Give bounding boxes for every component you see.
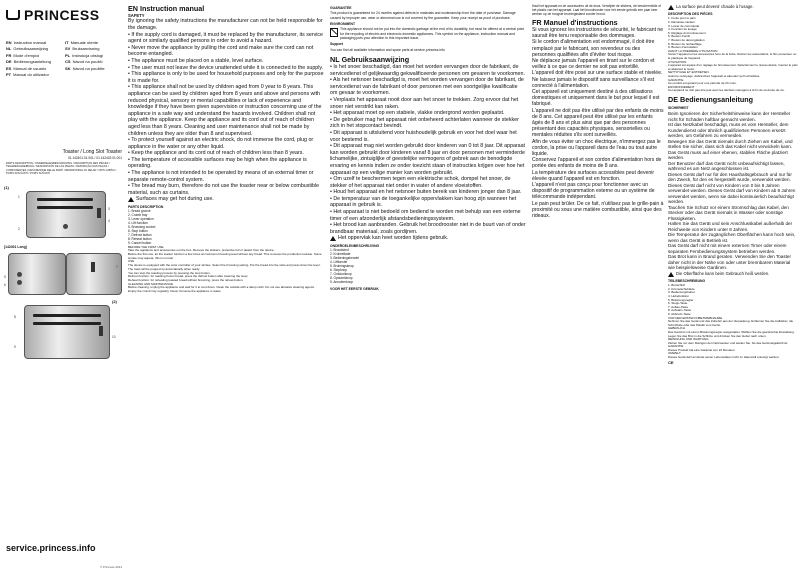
callout: 5 — [4, 275, 6, 279]
bullet-item: 6. Stop button — [128, 228, 148, 233]
guarantee-heading: GUARANTEE — [330, 6, 352, 10]
crown-icon — [6, 10, 20, 20]
callout: 7 — [116, 265, 118, 269]
language-code: FR — [532, 18, 542, 27]
bullet-item: Le pain peut brûler. De ce fait, n'utilisez pas le grille-pain à proximité ou sous une matière combustible, ainsi que des rideaux. — [532, 200, 664, 220]
bullet-item: • Het apparaat moet op een stabiele, vlakke ondergrond worden geplaatst. — [330, 110, 505, 117]
nl-hot-surface-warning — [330, 235, 526, 242]
bullet-item: NETTOYAGE ET ENTRETIEN — [668, 70, 709, 75]
language-code: SV — [65, 46, 71, 52]
bullet-item: Defrost function: for toasting frozen bread, press the defrost button after lowering the lever. — [128, 274, 249, 279]
warning-text: Het oppervlak kan heet worden tijdens gebruik. — [338, 235, 449, 242]
bullet-item: Avant le nettoyage, débranchez l'appareil et attendez qu'il refroidisse. — [668, 73, 761, 78]
toaster-illustration — [26, 191, 106, 238]
bullet-item: • De temperatuur van de toegankelijke oppervlakken kan hoog zijn wanneer het apparaat in gebruik is. — [330, 195, 517, 209]
language-code: NL — [330, 55, 340, 64]
bullet-item: Before the first use, let the toaster function a few times at maximum browning level without any bread. This removes the production residue. Some smoke may appear, this is normal. — [128, 252, 322, 260]
language-code: SK — [65, 65, 71, 71]
bullet-item: UMWELT — [668, 351, 681, 356]
language-code: EN — [128, 4, 138, 13]
de-parts-list — [668, 284, 798, 316]
bullet-item: 4. Liftfunctie — [330, 260, 348, 265]
bullet-item: Das Gerät muss auf einer ebenen, stabilen Fläche platziert werden. — [668, 149, 788, 161]
de-hot-surface-warning — [668, 271, 798, 277]
bullet-item: 7. Ontdooiknop — [330, 271, 352, 276]
language-code: IT — [65, 40, 69, 45]
hot-surface-warning — [128, 196, 324, 203]
bullet-item: Ce produit est garanti pour une période de 24 mois. — [668, 81, 737, 86]
bullet-item: 1. Fente pour le pain — [668, 16, 696, 21]
bullet-item: • Dit apparaat is uitsluitend voor huishoudelijk gebruik en voor het doel waar het voor bestemd is. — [330, 129, 517, 143]
bullet-item: 9. Abbruch-Taste — [668, 311, 691, 316]
bullet-item: Dieses Gerät darf nur für den Haushaltsgebrauch und nur für den Zweck, für den es hergestellt wurde, verwendet werden. — [668, 171, 792, 183]
callout: 2 — [18, 227, 20, 231]
bullet-item: Si vous ignorez les instructions de sécurité, le fabricant ne saurait être tenu responsable des dommages. — [532, 27, 664, 40]
brand-name: PRINCESS — [24, 7, 100, 24]
bullet-item: 2. Krümelschublade — [668, 286, 695, 291]
product-title — [4, 150, 122, 161]
language-list — [6, 40, 124, 78]
bullet-item: • Is het snoer beschadigd, dan moet het worden vervangen door de fabrikant, de servicedienst of gelijkwaardig gekwalificeerde personen om gevaren te voorkomen. — [330, 64, 525, 77]
callout: 9 — [14, 345, 16, 349]
language-code: PT — [6, 72, 12, 78]
section-title-de — [668, 95, 798, 104]
lever — [97, 208, 101, 218]
product-figures — [4, 185, 124, 430]
bullet-item: • De gebruiker mag het apparaat niet onbeheerd achterlaten wanneer de stekker zich in het stopcontact bevindt. — [330, 116, 519, 130]
language-name: Mode d'emploi — [13, 52, 40, 58]
language-name: Návod na použití — [72, 59, 103, 65]
figure-2-label: [142401 Long] — [4, 245, 27, 249]
en-instructions — [128, 246, 324, 294]
language-name: Bedienungsanleitung — [13, 59, 51, 65]
fr-safety-bullets — [532, 27, 664, 219]
bullet-item: GEBRAUCH — [668, 326, 686, 331]
bullet-item: Die Temperatur der zugänglichen Oberflächen kann hoch sein, wenn das Gerät in Betrieb ist. — [668, 232, 796, 243]
language-item — [6, 72, 65, 78]
lever — [99, 326, 103, 336]
bullet-item: Ne laissez jamais le dispositif sans surveillance s'il est connecté à l'alimentation. — [532, 76, 655, 89]
bullet-item: Beim Ignorieren der Sicherheitshinweise kann der Hersteller nicht für Schäden haftbar gemacht werden. — [668, 111, 791, 122]
bullet-item: 5. Bräunungsregler — [668, 297, 694, 302]
bullet-item: • Verplaats het apparaat nooit door aan het snoer te trekken. Zorg ervoor dat het snoer niet verstrikt kan raken. — [330, 96, 519, 110]
toaster-detail-illustration — [66, 253, 122, 295]
lever — [91, 262, 95, 272]
bullet-item: • Om uzelf te beschermen tegen een elektrische schok, dompel het snoer, de stekker of het apparaat niet onder in water of andere vloeistoffen. — [330, 176, 511, 189]
bullet-item: Dieses Produkt hat eine Garantie von 24 Monaten. — [668, 347, 736, 352]
language-name: Bruksanvisning — [72, 46, 100, 52]
bullet-item: L'appareil n'est pas conçu pour fonctionner avec un dispositif de programmation externe ou un système de télécommande indépendant. — [532, 182, 655, 201]
safety-heading: SAFETY — [128, 13, 145, 18]
language-name: Manual do utilizador — [13, 72, 49, 78]
support-heading: Support — [330, 42, 343, 47]
bullet-item: L'appareil doit être posé sur une surface stable et nivelée. — [532, 70, 663, 77]
bullet-item: VOR DER ERSTEN INBETRIEBNAHME — [668, 315, 723, 320]
bread-slot — [37, 206, 93, 209]
figure-1-label: (1) — [4, 185, 9, 190]
bullet-item: 4. Fonction de levage — [668, 27, 697, 32]
cover-column — [0, 0, 126, 575]
bullet-item: • Never move the appliance by pulling the cord and make sure the cord can not become entangled. — [128, 44, 314, 58]
section-title-fr — [532, 18, 664, 27]
button — [17, 280, 22, 285]
language-item — [65, 72, 124, 78]
bullet-item: 6. Stopknop — [330, 267, 348, 272]
bullet-item: 3. Lever operation — [128, 217, 154, 222]
section-title-en — [128, 4, 324, 13]
bullet-item: Cet appareil est uniquement destiné à des utilisations domestiques et uniquement dans le but pour lequel il est fabriqué. — [532, 89, 660, 108]
bullet-item: Reheat function: for reheating toasted bread without browning, press the reheat button. — [128, 277, 244, 282]
warning-text: Die Oberfläche kann beim Gebrauch heiß werden. — [676, 270, 770, 276]
fr-instructions — [668, 50, 798, 93]
recycle-bin-icon — [330, 28, 338, 37]
safety-intro: By ignoring the safety instructions the manufacturer can not be held responsible for the damage. — [128, 18, 323, 31]
product-name: Toaster / Long Slot Toaster — [62, 149, 122, 155]
language-name: Instruction manual — [13, 40, 47, 45]
bullet-item: USE — [128, 259, 135, 264]
de-safety-heading: SICHERHEIT — [668, 105, 689, 110]
section-title-text: Gebruiksaanwijzing — [341, 55, 410, 64]
bullet-item: BEFORE THE FIRST USE — [128, 244, 164, 249]
bullet-item: 8. Opwarmknop — [330, 275, 353, 280]
section-title-nl — [330, 55, 526, 64]
copyright: © Princess 2014 — [99, 565, 122, 569]
bullet-item: 3. Levier de commande — [668, 23, 700, 28]
bullet-item: Cet appareil ne doit pas être jeté avec les déchets ménagers à la fin de sa durée de vie. — [668, 88, 785, 93]
bullet-item: 3. Bedienungshebel — [668, 290, 695, 295]
bullet-item: • To protect yourself against an electric shock, do not immerse the cord, plug or appliance in the water or any other liquid. — [128, 137, 314, 150]
bullet-item: 2. Crumb tray — [128, 213, 148, 218]
bullet-item: Ist das Netzkabel beschädigt, muss es vom Hersteller, dem Kundendienst oder ähnlich qualifizierten Personen ersetzt werden, um Gefahren zu vermeiden. — [668, 122, 789, 139]
bullet-item: Si le cordon d'alimentation est endommagé, il doit être remplacé par le fabricant, son revendeur ou des personnes qualifiées afin d'éviter tout risque. — [532, 39, 655, 58]
bullet-item: • The appliance must be placed on a stable, level surface. — [128, 57, 264, 64]
callout: 6 — [4, 283, 6, 287]
parts-description-multilang: PARTS DESCRIPTION / ONDERDELENBESCHRIJVING / DESCRIPTION DES PIÈCES / TEILEBESCHREIBUNG / DESCRIPCIÓN DE LAS PIEZAS / DESCRIÇÃO DAS PEÇAS / COMPONENTES / DESCRIZIONE DELLE PARTI / BESKRIVNING AV DELAR / OPIS CZĘŚCI / POPIS SOUČÁSTÍ / POPIS SÚČASTÍ — [6, 162, 117, 176]
bullet-item: 9. Annuleerknop — [330, 279, 354, 284]
browning-knob — [63, 224, 68, 229]
bullet-item: • This appliance shall not be used by children aged from 0 year to 8 years. This appliance can be used by children aged from 8 years and above and persons with reduced physical, sensory or mental capabilities or lack of experience and knowledge if they have been given supervision or instruction concerning use of the appliance in a safe way and understand the hazards involved. Children shall not play with the appliance. Keep the appliance and its cord out of reach of children aged less than 8 years. Cleaning and user maintenance shall not be made by children unless they are older than 8 and supervised. — [128, 84, 322, 137]
bullet-item: Before cleaning, unplug the appliance and wait for it to cool down. Clean the outside with a damp cloth. Do not use abrasive cleaning agents. Empty the crumb tray regularly. Never immerse the appliance in water. — [128, 285, 315, 294]
bullet-item: CLEANING AND MAINTENANCE — [128, 281, 174, 286]
ce-mark: CE — [668, 359, 674, 365]
guarantee-text: This product is guaranteed for 24 months against defects in materials and workmanship from the date of purchase. Damage caused by improper use, wear or abnormal use is not covered by the guarantee. Keep your receipt as proof of purchase. — [330, 11, 516, 20]
support-text: You can find all available information and spare parts at service.princess.info — [330, 47, 445, 52]
french-german-column — [532, 0, 802, 575]
bullet-item: The device is equipped with the color controller of your wishes. Select the browning setting. Put the bread into the slots and press down the lever. The toast will be popped up automatically when ready. — [128, 263, 321, 271]
safety-bullets — [128, 32, 324, 197]
de-parts-heading: TEILEBESCHREIBUNG — [668, 278, 706, 283]
bullet-item: Das Brot kann in Brand geraten. Verwenden Sie den Toaster daher nicht in der Nähe von oder unter brennbarem Material wie beispielsweise Gardinen. — [668, 254, 792, 271]
bullet-item: Dieses Gerät darf am Ende seiner Lebensdauer nicht im Hausmüll entsorgt werden. — [668, 355, 780, 360]
language-name: Manual de usuario — [13, 65, 47, 71]
fr-subcolumn — [532, 4, 664, 219]
nl-continued-text: Haal het apparaat en de accessoires uit de doos. Verwijder de stickers, de beschermfolie of het plastic van het apparaat. Laat het broodrooster voor het eerste gebruik een paar keer werken op de hoogste bruiningsstand zonder brood. — [532, 4, 661, 16]
bullet-item: 2. Ramasse-miettes — [668, 20, 695, 24]
nl-first-use-heading: VOOR HET EERSTE GEBRUIK — [330, 286, 379, 291]
bullet-item: Ne déplacez jamais l'appareil en tirant sur le cordon et veillez à ce que ce dernier ne soit pas entortillé. — [532, 58, 655, 71]
bullet-item: 8. Bouton de réchauffage — [668, 41, 702, 46]
bullet-item: • This appliance is only to be used for household purposes and only for the purpose it is made for. — [128, 71, 324, 84]
bullet-item: 7. Auftau-Taste — [668, 304, 689, 309]
callout: 1 — [18, 195, 20, 199]
bread-slot — [33, 314, 101, 317]
warning-icon — [330, 236, 336, 241]
warning-icon — [668, 5, 674, 10]
section-title-text: Instruction manual — [140, 4, 205, 13]
bullet-item: 1. Broodsleuf — [330, 248, 349, 253]
language-row — [6, 72, 124, 78]
bullet-item: Dieses Gerät darf nicht von Kindern von 0 bis 8 Jahren verwendet werden. Dieses Gerät darf von Kindern ab 8 Jahren verwendet werden, wenn sie dabei kontinuierlich beaufsichtigt werden. — [668, 182, 796, 205]
language-code: CS — [65, 59, 71, 65]
parts-heading: PARTS DESCRIPTION — [128, 205, 164, 210]
bullet-item: • Houd het apparaat en het netsnoer buiten bereik van kinderen jonger dan 8 jaar. — [330, 189, 522, 196]
bullet-item: UTILISATION — [668, 59, 687, 64]
fr-parts-heading: DESCRIPTION DES PIÈCES — [668, 12, 713, 16]
environment-note — [330, 27, 526, 40]
bullet-item: • Als het netsnoer beschadigd is, moet het worden vervangen door de fabrikant, de servicedienst van de fabrikant of door personen met een soortgelijke kwalificatie om gevaar te voorkomen. — [330, 77, 524, 97]
warning-icon — [668, 272, 674, 277]
bullet-item: 1. Brotschlitz — [668, 283, 686, 288]
bullet-item: 9. Bouton d'annulation — [668, 45, 698, 50]
bullet-item: • Dit apparaat mag niet worden gebruikt door kinderen van 0 tot 8 jaar. Dit apparaat kan worden gebruikt door kinderen vanaf 8 jaar en door personen met verminderde lichamelijke, zintuiglijke of geestelijke vermogens of gebrek aan de benodigde ervaring en kennis indien ze onder toezicht staan of instructies krijgen over hoe het apparaat op een veilige manier kan worden gebruikt. — [330, 143, 526, 176]
callout: 8 — [14, 315, 16, 319]
bullet-item: Tauchen Sie Schutz vor einem Stromschlag das Kabel, den Stecker oder das Gerät niemals in Wasser oder sonstige Flüssigkeiten. — [668, 204, 789, 221]
bullet-item: • The temperature of accessible surfaces may be high when the appliance is operating. — [128, 156, 307, 170]
fr-parts-list — [668, 17, 798, 49]
bullet-item: Das Gerät ist mit einem Bräunungsregler ausgestattet. Wählen Sie die gewünschte Einstellung. Legen Sie das Brot in die Schlitze und drücken Sie den Hebel nach unten. — [668, 329, 795, 338]
bullet-item: 6. Bouton d'arrêt — [668, 34, 691, 39]
bullet-item: 6. Stopp-Taste — [668, 301, 688, 306]
section-title-text: Manuel d'instructions — [543, 18, 618, 27]
bullet-item: 4. Lift function — [128, 221, 148, 226]
bullet-item: • The bread may burn, therefore do not use the toaster near or below combustible material, such as curtains. — [128, 183, 320, 196]
bullet-item: ENVIRONNEMENT — [668, 84, 695, 89]
bullet-item: Ziehen Sie vor dem Reinigen den Netzstecker und warten Sie, bis das Gerät abgekühlt ist. — [668, 340, 789, 345]
bullet-item: 2. Kruimellade — [330, 252, 351, 257]
bullet-item: 9. Cancel button — [128, 240, 152, 245]
parts-list — [128, 210, 324, 245]
english-column — [128, 0, 328, 575]
language-code: NL — [6, 46, 12, 52]
nl-parts-list — [330, 249, 526, 284]
toaster-side-illustration — [8, 253, 66, 295]
bullet-item: • Keep the appliance and its cord out of reach of children less than 8 years. — [128, 150, 304, 157]
de-safety-bullets — [668, 111, 798, 271]
fr-hot-surface-warning — [668, 4, 798, 10]
bullet-item: L'appareil ne doit pas être utilisé par des enfants de moins de 8 ans. Cet appareil peut être utilisé par les enfants âgés de 8 ans et plus ainsi que par des personnes présentant des capacités physiques, sensorielles ou mentales réduites s'ils sont surveillés. — [532, 107, 664, 139]
bullet-item: 7. Defrost button — [128, 232, 152, 237]
language-code: ES — [6, 65, 12, 71]
bullet-item: Conservez l'appareil et son cordon d'alimentation hors de portée des enfants de moins de 8 ans. — [532, 157, 662, 170]
bullet-item: 8. Reheat button — [128, 236, 152, 241]
button — [17, 272, 22, 277]
bullet-item: 8. Aufwärm-Taste — [668, 308, 692, 313]
nl-safety-bullets — [330, 64, 526, 235]
bullet-item: GARANTIE — [668, 77, 684, 82]
language-code: PL — [65, 52, 71, 58]
bullet-item: Der Benutzer darf das Gerät nicht unbeaufsichtigt lassen, während es am Netz angeschlossen ist. — [668, 160, 785, 172]
product-codes: 01.142401.01.001 / 01.142402.01.001 — [67, 155, 122, 160]
callout: 10 — [112, 335, 116, 339]
language-name: Instrukcja obsługi — [72, 52, 104, 58]
bullet-item: Sortez l'appareil et les accessoires hors de la boîte. Retirez les autocollants, le film protecteur ou le plastique de l'appareil. — [668, 52, 797, 60]
language-name: Návod na použitie — [72, 65, 105, 71]
bullet-item: 4. Hebefunktion — [668, 293, 690, 298]
figure-3-label: (2) — [112, 299, 117, 304]
language-name: Gebruiksaanwijzing — [13, 46, 49, 52]
bread-slot — [37, 198, 93, 201]
language-code: DE — [6, 59, 12, 65]
de-instructions — [668, 317, 798, 360]
bullet-item: • Het apparaat is niet bedoeld om bediend te worden met behulp van een externe timer of een afzonderlijk afstandsbedieningssysteem. — [330, 209, 521, 222]
bullet-item: 5. Browning control — [128, 225, 156, 230]
bullet-item: Afin de vous éviter un choc électrique, n'immergez pas le cordon, la prise ou l'appareil dans de l'eau ou tout autre liquide. — [532, 138, 661, 158]
bullet-item: Nehmen Sie das Gerät und das Zubehör aus der Verpackung. Entfernen Sie die Aufkleber, die Schutzfolie oder das Plastik vom Gerät. — [668, 319, 794, 327]
bullet-item: Das Gerät darf nicht mit einem externen Timer oder einem separaten Fernbedienungssystem betrieben werden. — [668, 243, 787, 254]
language-name: Manuale utente — [70, 40, 99, 45]
environment-heading: ENVIRONMENT — [330, 22, 356, 26]
environment-text: This appliance should not be put into the domestic garbage at the end of its durability, but must be offered at a central point for the recycling of electric and electronic domestic appliances. This symbol on the appliance, instruction manual and packaging puts your attention to this important issue. — [340, 27, 525, 40]
section-title-text: Bedienungsanleitung — [680, 94, 754, 104]
warning-text: La surface peut devenir chaude à l'usage. — [676, 4, 754, 9]
bullet-item: AVANT LA PREMIÈRE UTILISATION — [668, 48, 718, 53]
bullet-item: 1. Bread groove — [128, 209, 151, 214]
long-slot-toaster-illustration — [24, 305, 110, 359]
de-subcolumn — [668, 4, 798, 365]
bullet-item: • The user must not leave the device unattended while it is connected to the supply. — [128, 64, 324, 71]
bullet-item: GARANTIE — [668, 344, 684, 349]
bullet-item: 5. Bruiningsknop — [330, 264, 354, 269]
bullet-item: • Het brood kan aanbranden. Gebruik het broodrooster niet in de buurt van of onder brandbaar materiaal, zoals gordijnen. — [330, 222, 526, 235]
bullet-item: Halten Sie das Gerät und sein Anschlusskabel außerhalb der Reichweite von Kindern unter 8 Jahren. — [668, 221, 793, 232]
language-code: EN — [6, 40, 12, 45]
bullet-item: La température des surfaces accessibles peut devenir élevée quand l'appareil est en fonction. — [532, 169, 655, 182]
bullet-item: 7. Bouton de décongélation — [668, 37, 705, 42]
language-code: FR — [6, 52, 12, 58]
warning-text: Surfaces may get hot during use. — [136, 196, 214, 203]
bullet-item: L'appareil est équipé d'un réglage de brunissement. Sélectionnez le niveau désiré. Insérez le pain et abaissez le levier. — [668, 63, 798, 71]
callout: 4 — [108, 219, 110, 223]
callout: 3 — [108, 207, 110, 211]
warning-icon — [128, 197, 134, 202]
nl-parts-heading: ONDERDELENBESCHRIJVING — [330, 244, 380, 249]
bread-slot — [33, 322, 101, 325]
bullet-item: 5. Réglage du brunissement — [668, 30, 706, 35]
bullet-item: Take the appliance and accessories out the box. Remove the stickers, protective foil or plastic from the device. — [128, 248, 275, 253]
bullet-item: You can stop the toasting process by pressing the stop button. — [128, 270, 211, 275]
bullet-item: 3. Bedieningshendel — [330, 256, 359, 261]
service-url[interactable]: service.princess.info — [6, 543, 96, 553]
bullet-item: • If the supply cord is damaged, it must be replaced by the manufacturer, its service agent or similarly qualified persons in order to avoid a hazard. — [128, 31, 323, 45]
bullet-item: • The appliance is not intended to be operated by means of an external timer or separate remote-control system. — [128, 170, 314, 183]
bullet-item: REINIGUNG UND WARTUNG — [668, 337, 709, 342]
language-code: DE — [668, 94, 678, 104]
brand-logo — [6, 6, 100, 23]
bullet-item: Bewegen Sie das Gerät niemals durch Ziehen am Kabel, und stellen Sie sicher, dass sich das Kabel nicht verwickeln kann. — [668, 138, 793, 150]
guarantee-and-dutch-column — [330, 0, 530, 575]
